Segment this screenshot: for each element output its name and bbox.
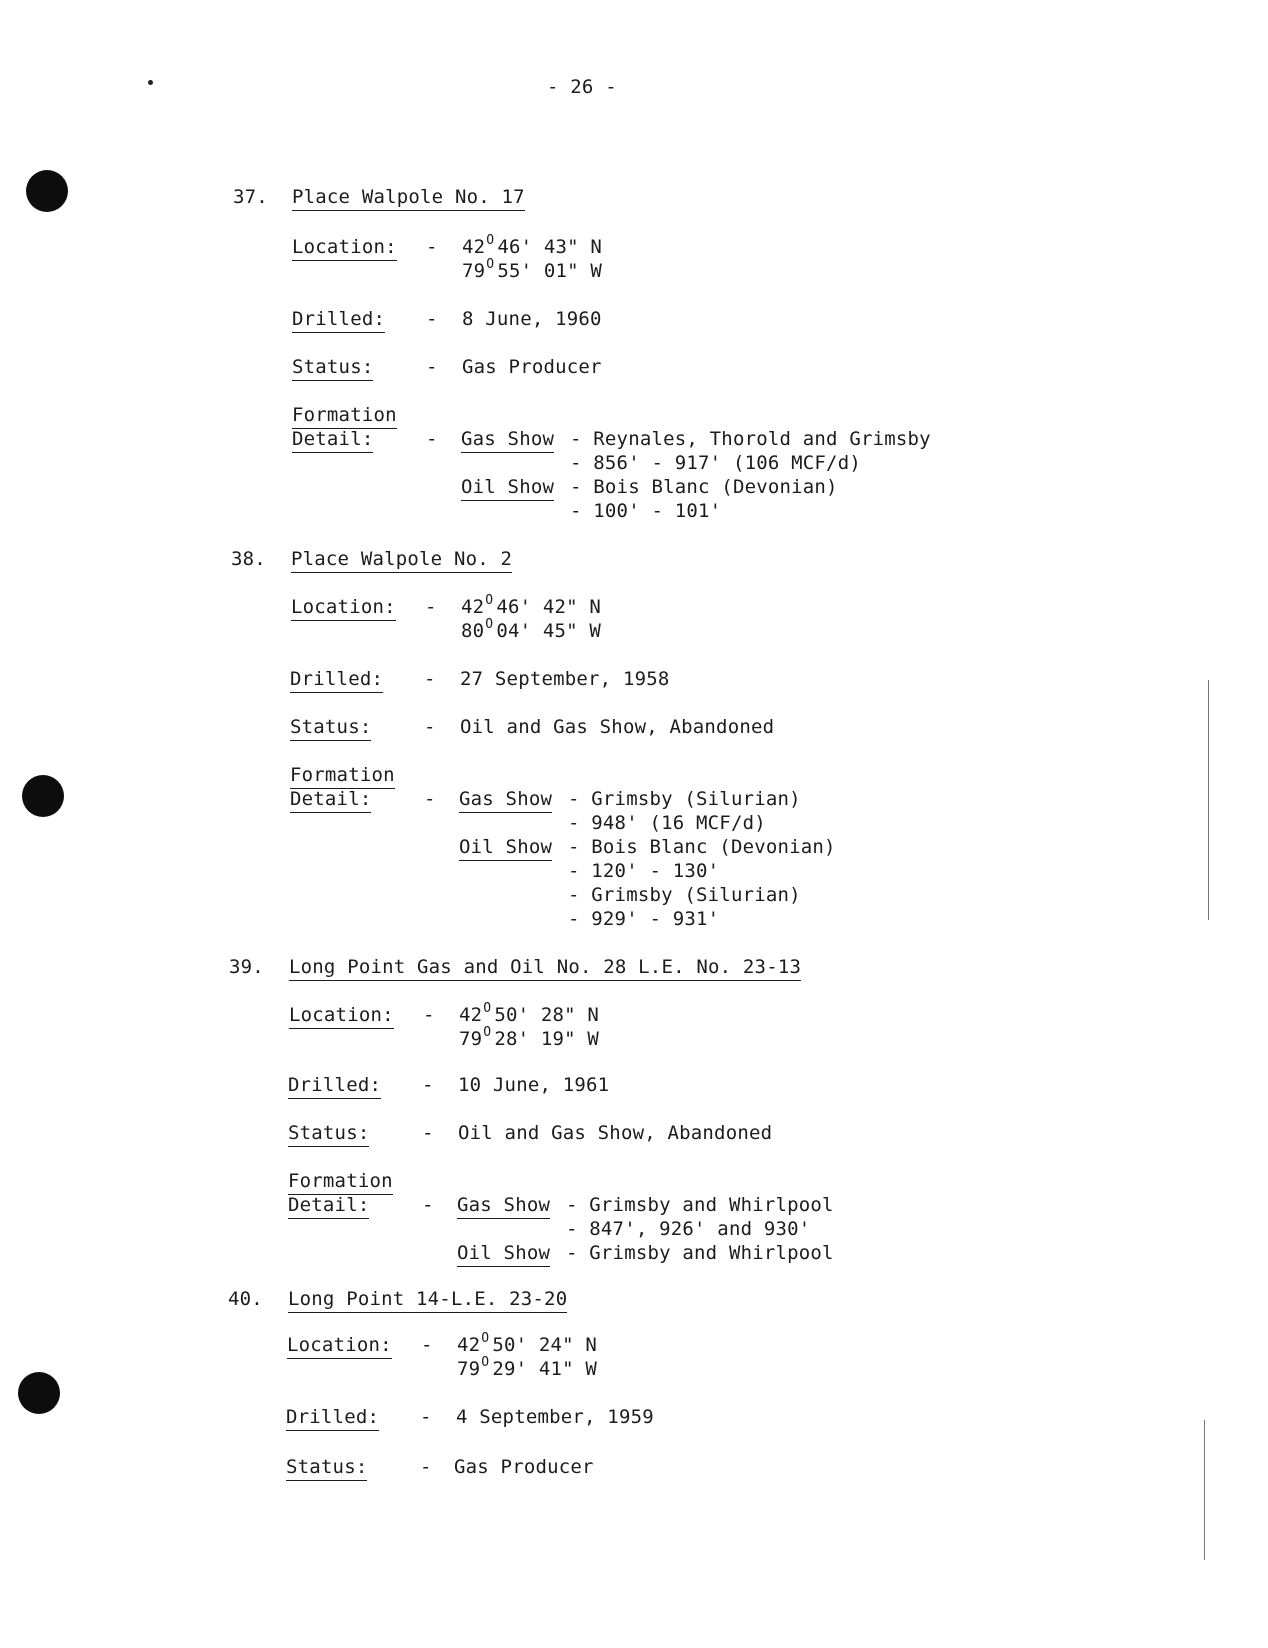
dash: - bbox=[422, 1122, 434, 1144]
dash: - bbox=[420, 1406, 432, 1428]
lon-rest: 55' 01" W bbox=[497, 260, 603, 282]
entry-title: Long Point Gas and Oil No. 28 L.E. No. 23-13 bbox=[289, 955, 801, 981]
dash: - bbox=[422, 1074, 434, 1096]
location-label: Location: bbox=[289, 1003, 394, 1029]
oil-show-line: - Bois Blanc (Devonian) bbox=[568, 836, 836, 858]
degree-symbol: O bbox=[481, 1331, 490, 1346]
degree-symbol: O bbox=[481, 1355, 490, 1370]
drilled-label: Drilled: bbox=[288, 1073, 381, 1099]
degree-symbol: O bbox=[485, 593, 494, 608]
dash: - bbox=[426, 308, 438, 330]
location-label: Location: bbox=[287, 1333, 392, 1359]
gas-show-line: - Grimsby (Silurian) bbox=[568, 788, 801, 810]
dash: - bbox=[426, 236, 438, 258]
lat-degrees: 42 bbox=[462, 236, 486, 258]
gas-show-label: Gas Show bbox=[461, 427, 554, 453]
oil-show-label: Oil Show bbox=[461, 475, 554, 501]
lon-degrees: 79 bbox=[459, 1028, 483, 1050]
detail-label: Detail: bbox=[288, 1193, 369, 1219]
punch-hole bbox=[22, 775, 64, 817]
drilled-label: Drilled: bbox=[292, 307, 385, 333]
lon-degrees: 79 bbox=[462, 260, 486, 282]
longitude bbox=[459, 1027, 599, 1054]
page-number: - 26 - bbox=[547, 76, 617, 98]
oil-show-line: - Grimsby and Whirlpool bbox=[566, 1242, 834, 1264]
lon-rest: 28' 19" W bbox=[494, 1028, 600, 1050]
gas-show-line: - Reynales, Thorold and Grimsby bbox=[570, 428, 931, 450]
latitude bbox=[462, 235, 602, 262]
oil-show-label: Oil Show bbox=[459, 835, 552, 861]
degree-symbol: O bbox=[483, 1025, 492, 1040]
drilled-label: Drilled: bbox=[290, 667, 383, 693]
drilled-date: 4 September, 1959 bbox=[456, 1406, 654, 1428]
degree-symbol: O bbox=[485, 617, 494, 632]
detail-label: Detail: bbox=[292, 427, 373, 453]
status-value: Oil and Gas Show, Abandoned bbox=[460, 716, 775, 738]
oil-show-line: - 120' - 130' bbox=[568, 860, 720, 882]
location-label: Location: bbox=[292, 235, 397, 261]
status-value: Oil and Gas Show, Abandoned bbox=[458, 1122, 773, 1144]
formation-label: Formation bbox=[288, 1169, 393, 1195]
dash: - bbox=[424, 668, 436, 690]
lat-degrees: 42 bbox=[459, 1004, 483, 1026]
location-label: Location: bbox=[291, 595, 396, 621]
scan-speck bbox=[148, 80, 153, 85]
dash: - bbox=[424, 788, 436, 810]
lon-degrees: 80 bbox=[461, 620, 485, 642]
entry-title: Place Walpole No. 2 bbox=[291, 547, 512, 573]
dash: - bbox=[426, 428, 438, 450]
oil-show-label: Oil Show bbox=[457, 1241, 550, 1267]
dash: - bbox=[422, 1194, 434, 1216]
dash: - bbox=[420, 1456, 432, 1478]
drilled-date: 8 June, 1960 bbox=[462, 308, 602, 330]
gas-show-line: - 948' (16 MCF/d) bbox=[568, 812, 766, 834]
gas-show-label: Gas Show bbox=[459, 787, 552, 813]
oil-show-line: - 100' - 101' bbox=[570, 500, 722, 522]
gas-show-line: - 847', 926' and 930' bbox=[566, 1218, 811, 1240]
formation-label: Formation bbox=[292, 403, 397, 429]
status-label: Status: bbox=[292, 355, 373, 381]
lat-degrees: 42 bbox=[457, 1334, 481, 1356]
entry-number: 37. bbox=[233, 186, 268, 208]
gas-show-line: - 856' - 917' (106 MCF/d) bbox=[570, 452, 861, 474]
latitude bbox=[457, 1333, 597, 1360]
lon-degrees: 79 bbox=[457, 1358, 481, 1380]
detail-label: Detail: bbox=[290, 787, 371, 813]
lon-rest: 04' 45" W bbox=[496, 620, 602, 642]
dash: - bbox=[426, 356, 438, 378]
entry-title: Place Walpole No. 17 bbox=[292, 185, 525, 211]
drilled-label: Drilled: bbox=[286, 1405, 379, 1431]
lat-rest: 50' 28" N bbox=[494, 1004, 600, 1026]
status-label: Status: bbox=[290, 715, 371, 741]
oil-show-line: - Grimsby (Silurian) bbox=[568, 884, 801, 906]
dash: - bbox=[423, 1004, 435, 1026]
scan-edge-mark bbox=[1208, 680, 1209, 920]
entry-number: 38. bbox=[231, 548, 266, 570]
gas-show-label: Gas Show bbox=[457, 1193, 550, 1219]
status-label: Status: bbox=[286, 1455, 367, 1481]
punch-hole bbox=[26, 170, 68, 212]
status-value: Gas Producer bbox=[462, 356, 602, 378]
latitude bbox=[461, 595, 601, 622]
status-value: Gas Producer bbox=[454, 1456, 594, 1478]
lon-rest: 29' 41" W bbox=[492, 1358, 598, 1380]
punch-hole bbox=[18, 1372, 60, 1414]
dash: - bbox=[425, 596, 437, 618]
latitude bbox=[459, 1003, 599, 1030]
gas-show-line: - Grimsby and Whirlpool bbox=[566, 1194, 834, 1216]
longitude bbox=[457, 1357, 597, 1384]
lat-rest: 50' 24" N bbox=[492, 1334, 598, 1356]
drilled-date: 10 June, 1961 bbox=[458, 1074, 610, 1096]
status-label: Status: bbox=[288, 1121, 369, 1147]
entry-number: 40. bbox=[228, 1288, 263, 1310]
formation-label: Formation bbox=[290, 763, 395, 789]
oil-show-line: - Bois Blanc (Devonian) bbox=[570, 476, 838, 498]
longitude bbox=[461, 619, 601, 646]
drilled-date: 27 September, 1958 bbox=[460, 668, 670, 690]
degree-symbol: O bbox=[486, 233, 495, 248]
dash: - bbox=[424, 716, 436, 738]
dash: - bbox=[421, 1334, 433, 1356]
lat-rest: 46' 43" N bbox=[497, 236, 603, 258]
lat-degrees: 42 bbox=[461, 596, 485, 618]
entry-title: Long Point 14-L.E. 23-20 bbox=[288, 1287, 567, 1313]
degree-symbol: O bbox=[486, 257, 495, 272]
scan-edge-mark bbox=[1204, 1420, 1205, 1560]
degree-symbol: O bbox=[483, 1001, 492, 1016]
entry-number: 39. bbox=[229, 956, 264, 978]
longitude bbox=[462, 259, 602, 286]
oil-show-line: - 929' - 931' bbox=[568, 908, 720, 930]
lat-rest: 46' 42" N bbox=[496, 596, 602, 618]
